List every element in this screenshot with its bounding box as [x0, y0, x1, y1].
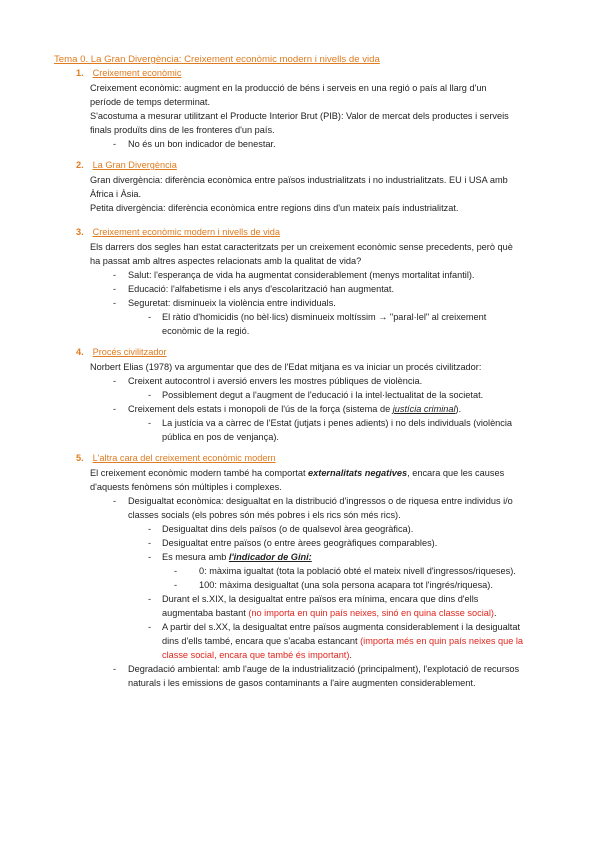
subbullet-text: Durant el s.XIX, la desigualtat entre països era mínima, encara que dins d'ells: [162, 594, 479, 604]
section-number: 1.: [76, 68, 84, 78]
paragraph-line: Creixement econòmic: augment en la producció de béns i serveis en una regió o país al llarg d'un: [90, 83, 487, 93]
subbullet-dash: -: [148, 538, 152, 548]
paragraph-pre: El creixement econòmic modern també ha comportat: [90, 468, 309, 478]
subbullet-text: [162, 649, 352, 662]
bullet-text: No és un bon indicador de benestar.: [128, 139, 276, 149]
section-label: Creixement econòmic: [92, 68, 182, 78]
subbullet-pre: Es mesura amb: [162, 552, 229, 562]
section-number: 2.: [76, 160, 84, 170]
section-label: Procés civilitzador: [92, 347, 167, 357]
subbullet-pre: augmentaba bastant: [162, 608, 249, 618]
subbullet-text: Possiblement degut a l'augment de l'educació i la intel·lectualitat de la societat.: [162, 390, 484, 400]
section-label: La Gran Divergència: [92, 160, 177, 170]
subbullet-dash: -: [148, 594, 152, 604]
paragraph-line: finals produïts dins de les fronteres d'un país.: [90, 125, 275, 135]
bullet-dash: -: [113, 376, 117, 386]
subsubbullet-text: 0: màxima igualtat (tota la població obté el mateix nivell d'ingressos/riqueses).: [199, 566, 516, 576]
paragraph-line: Petita divergència: diferència econòmica entre regions dins d'un mateix país industrialitzat.: [90, 203, 459, 213]
section-label: L'altra cara del creixement econòmic modern: [92, 453, 276, 463]
subbullet-text: pública en pos de venjança).: [162, 432, 279, 442]
subbullet-post: .: [349, 650, 352, 660]
highlight-text: classe social, encara que també és important): [162, 650, 350, 660]
subbullet-dash: -: [148, 552, 152, 562]
section-number: 5.: [76, 453, 84, 463]
paragraph-line: d'aquests fenòmens són múltiples i complexes.: [90, 482, 282, 492]
subbullet-dash: -: [148, 622, 152, 632]
bullet-text: [128, 403, 461, 416]
bullet-dash: -: [113, 270, 117, 280]
subbullet-text: Desigualtat entre països (o entre àrees geogràfiques comparables).: [162, 538, 438, 548]
paragraph-line: S'acostuma a mesurar utilitzant el Producte Interior Brut (PIB): Valor de mercat dels productes i serveis: [90, 111, 509, 121]
section-heading: [76, 227, 280, 237]
section-number: 4.: [76, 347, 84, 357]
section-heading: [76, 453, 276, 463]
emphasis-text: justícia criminal: [392, 404, 456, 414]
section-label: Creixement econòmic modern i nivells de vida: [92, 227, 280, 237]
bullet-text-post: ).: [455, 404, 462, 414]
section-heading: [76, 160, 177, 170]
subbullet-text: La justícia va a càrrec de l'Estat (jutjats i penes adients) i no dels individuals (violència: [162, 418, 513, 428]
subbullet-text: [162, 607, 497, 620]
paragraph-line: Els darrers dos segles han estat caracteritzats per un creixement econòmic sense precedents, però què: [90, 242, 513, 252]
emphasis-text: l'indicador de Gini:: [228, 552, 312, 562]
subbullet-dash: -: [148, 390, 152, 400]
section-heading: [76, 68, 181, 78]
bullet-dash: -: [113, 496, 117, 506]
subbullet-dash: -: [148, 524, 152, 534]
bullet-text: Educació: l'alfabetisme i els anys d'escolarització han augmentat.: [128, 284, 395, 294]
subbullet-dash: -: [148, 312, 152, 322]
subsubbullet-text: 100: màxima desigualtat (una sola persona acapara tot l'ingrés/riquesa).: [199, 580, 493, 590]
paragraph-line: [90, 467, 504, 480]
subbullet-text: econòmic de la regió.: [162, 326, 250, 336]
bullet-dash: -: [113, 404, 117, 414]
paragraph-line: Àfrica i Àsia.: [90, 189, 142, 199]
bullet-dash: -: [113, 664, 117, 674]
subbullet-text: [162, 551, 312, 564]
bullet-dash: -: [113, 139, 117, 149]
subbullet-text: [162, 635, 523, 648]
bullet-text-pre: Creixement dels estats i monopoli de l'ús de la força (sistema de: [128, 404, 393, 414]
paragraph-line: ha passat amb altres aspectes relacionats amb la qualitat de vida?: [90, 256, 362, 266]
paragraph-post: , encara que les causes: [407, 468, 505, 478]
bullet-text: Creixent autocontrol i aversió envers les mostres públiques de violència.: [128, 376, 423, 386]
bullet-dash: -: [113, 284, 117, 294]
bullet-text: Seguretat: disminueix la violència entre individuals.: [128, 298, 336, 308]
bullet-dash: -: [113, 298, 117, 308]
subbullet-post: .: [493, 608, 497, 618]
paragraph-line: període de temps determinat.: [90, 97, 211, 107]
subbullet-text: A partir del s.XX, la desigualtat entre països augmenta considerablement i la desigualtat: [162, 622, 521, 632]
subsubbullet-dash: -: [174, 580, 178, 590]
subbullet-pre: dins d'ells també, encara que s'acaba estancant: [162, 636, 361, 646]
section-heading: [76, 347, 167, 357]
subbullet-dash: -: [148, 418, 152, 428]
bullet-text: Desigualtat econòmica: desigualtat en la distribució d'ingressos o de riquesa entre individus i/o: [128, 496, 513, 506]
bullet-text: classes socials (els pobres són més pobres i els rics són més rics).: [128, 510, 401, 520]
subsubbullet-dash: -: [174, 566, 178, 576]
document-title: Tema 0. La Gran Divergència: Creixement econòmic modern i nivells de vida: [54, 54, 380, 65]
highlight-text: (importa més en quin país neixes que la: [360, 636, 524, 646]
bullet-text: Salut: l'esperança de vida ha augmentat considerablement (menys mortalitat infantil).: [128, 270, 475, 280]
paragraph-line: Gran divergència: diferència econòmica entre països industrialitzats i no industrialitzats. EU i USA amb: [90, 175, 508, 185]
emphasis-text: externalitats negatives: [308, 468, 408, 478]
highlight-text: (no importa en quin país neixes, sinó en quina classe social): [248, 608, 494, 618]
bullet-text: naturals i les emissions de gasos contaminants a l'aire augmenten considerablement.: [128, 678, 476, 688]
subbullet-text: El ràtio d'homicidis (no bèl·lics) disminueix moltíssim → "paral·lel" al creixement: [162, 312, 487, 322]
bullet-text: Degradació ambiental: amb l'auge de la industrialització (principalment), l'explotació de recursos: [128, 664, 520, 674]
paragraph-line: Norbert Elias (1978) va argumentar que des de l'Edat mitjana es va iniciar un procés civilitzador:: [90, 362, 482, 372]
section-number: 3.: [76, 227, 84, 237]
subbullet-text: Desigualtat dins dels països (o de qualsevol àrea geogràfica).: [162, 524, 414, 534]
